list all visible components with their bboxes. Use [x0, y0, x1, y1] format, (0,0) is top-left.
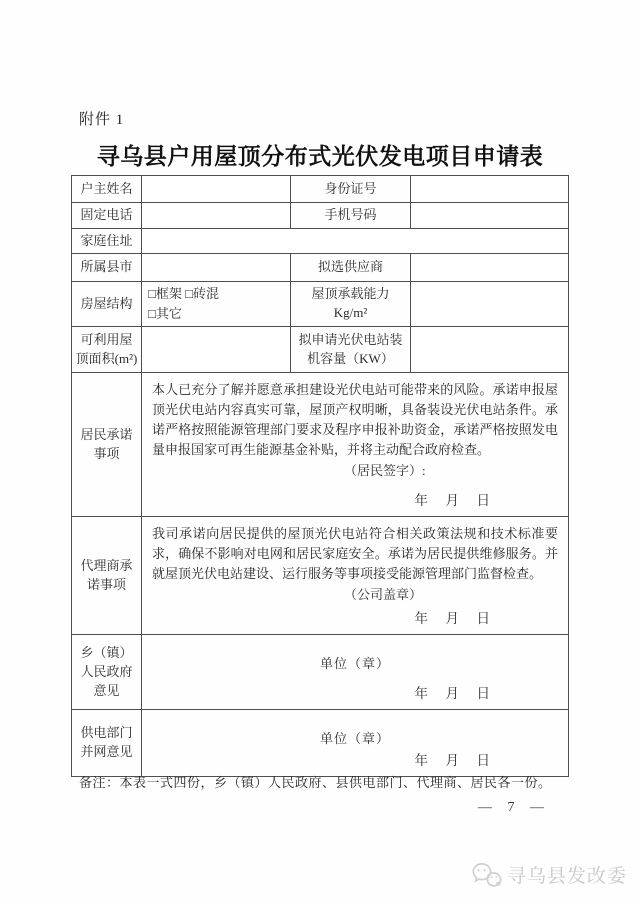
table-row: [72, 517, 569, 635]
roof-area-label: 可利用屋顶面积(m²): [72, 327, 142, 373]
capacity-label: 拟申请光伏电站装机容量（KW）: [291, 327, 411, 373]
resident-commitment-label: 居民承诺事项: [72, 373, 142, 517]
county-field: [142, 254, 291, 282]
structure-option-line2: □其它: [148, 306, 182, 322]
structure-options: [142, 282, 291, 327]
table-row: [72, 203, 569, 229]
landline-field: [142, 203, 291, 229]
wechat-icon: [470, 861, 502, 888]
agent-date-placeholder: 年 月 日: [414, 610, 492, 626]
table-row: [72, 254, 569, 282]
id-number-label: 身份证号: [291, 176, 411, 203]
mobile-field: [411, 203, 569, 229]
attachment-label: 附件 1: [79, 112, 125, 128]
table-row: [72, 710, 569, 777]
table-row: [72, 282, 569, 327]
id-number-field: [411, 176, 569, 203]
table-row: [72, 229, 569, 254]
power-dept-date-placeholder: 年 月 日: [414, 752, 492, 768]
page-title: 寻乌县户用屋顶分布式光伏发电项目申请表: [96, 144, 544, 169]
power-dept-unit-seal-label: 单位（章）: [319, 731, 390, 747]
form-note: 备注：本表一式四份，乡（镇）人民政府、县供电部门、代理商、居民各一份。: [79, 775, 552, 790]
table-row: [72, 373, 569, 517]
agent-commitment-cell: [142, 517, 569, 635]
roof-capacity-label: 屋顶承载能力 Kg/m²: [291, 282, 411, 327]
structure-option-line1: □框架 □砖混: [148, 286, 219, 301]
roof-area-field: [142, 327, 291, 373]
company-seal-label: （公司盖章）: [344, 587, 423, 603]
watermark-text: 寻乌县发改委: [506, 866, 627, 887]
supplier-field: [411, 254, 569, 282]
power-dept-opinion-label: 供电部门并网意见: [72, 710, 142, 777]
structure-label: 房屋结构: [72, 282, 142, 327]
power-dept-opinion-cell: [142, 710, 569, 777]
agent-commitment-text: 我司承诺向居民提供的屋顶光伏电站符合相关政策法规和技术标准要求，确保不影响对电网和居民家庭安全。承诺为居民提供维修服务。并就屋顶光伏电站建设、运行服务等事项接受能源管理部门监督检查。: [152, 526, 558, 582]
resident-commitment-cell: [142, 373, 569, 517]
owner-name-label: 户主姓名: [72, 176, 142, 203]
township-unit-seal-label: 单位（章）: [319, 656, 390, 672]
township-opinion-cell: [142, 635, 569, 710]
page-number: — 7 —: [478, 800, 550, 815]
owner-name-field: [142, 176, 291, 203]
mobile-label: 手机号码: [291, 203, 411, 229]
resident-sign-label: （居民签字）:: [344, 463, 426, 479]
publisher-watermark: [470, 861, 627, 888]
resident-date-placeholder: 年 月 日: [414, 492, 492, 508]
address-field: [142, 229, 569, 254]
roof-capacity-field: [411, 282, 569, 327]
county-label: 所属县市: [72, 254, 142, 282]
township-opinion-label: 乡（镇）人民政府意见: [72, 635, 142, 710]
table-row: [72, 176, 569, 203]
agent-commitment-label: 代理商承诺事项: [72, 517, 142, 635]
table-row: [72, 635, 569, 710]
application-form-table: [71, 175, 569, 777]
resident-commitment-text: 本人已充分了解并愿意承担建设光伏电站可能带来的风险。承诺申报屋顶光伏电站内容真实可靠，屋顶产权明晰，具备装设光伏电站条件。承诺严格按照能源管理部门要求及程序申报补助资金，承诺严格按照发电量申报国家可再生能源基金补贴，并将主动配合政府检查。: [152, 382, 558, 458]
table-row: [72, 327, 569, 373]
landline-label: 固定电话: [72, 203, 142, 229]
capacity-field: [411, 327, 569, 373]
supplier-label: 拟选供应商: [291, 254, 411, 282]
address-label: 家庭住址: [72, 229, 142, 254]
township-date-placeholder: 年 月 日: [414, 685, 492, 701]
